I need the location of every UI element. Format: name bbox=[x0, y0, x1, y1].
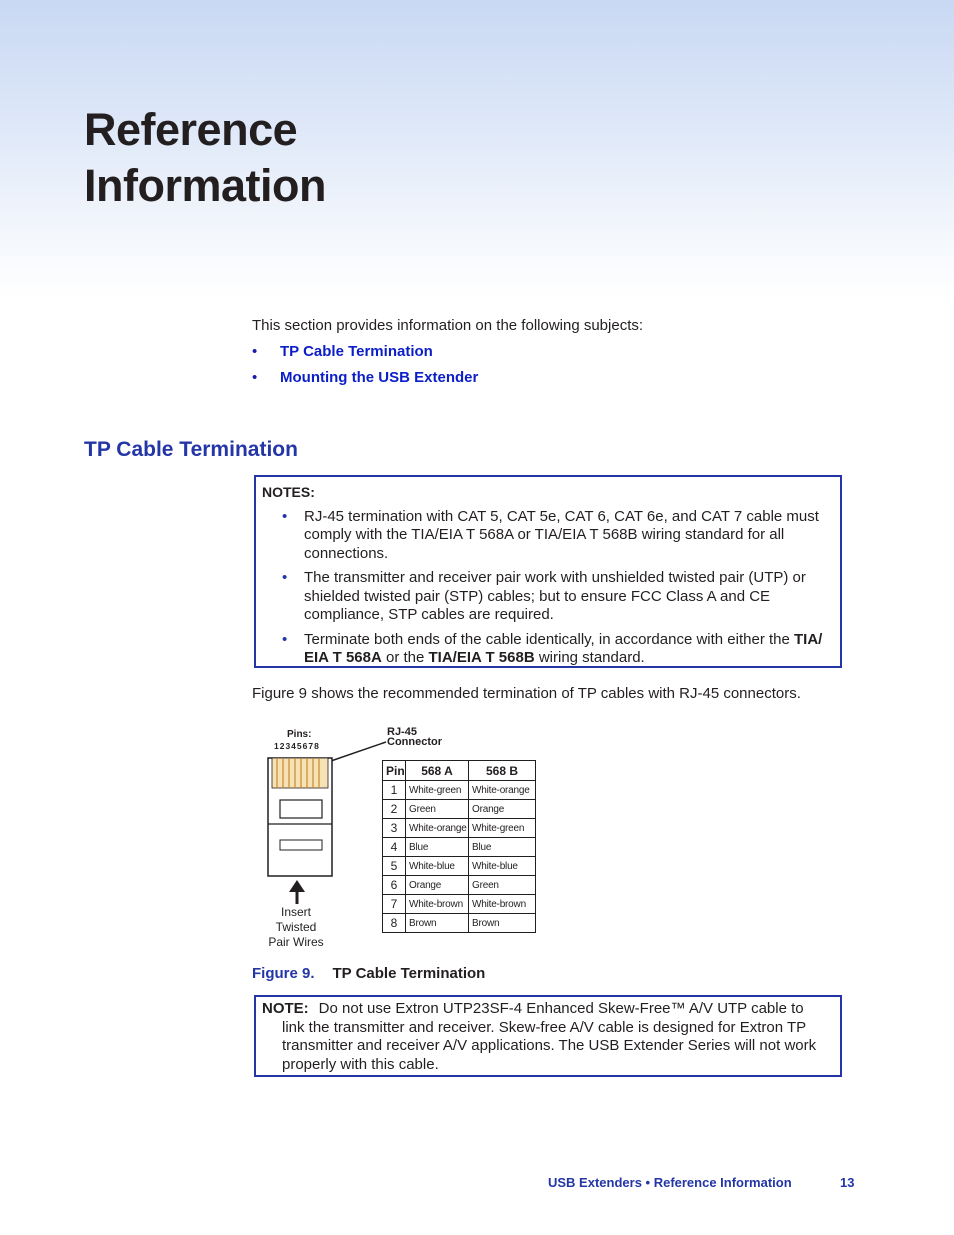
pin-cell: 4 bbox=[383, 838, 406, 857]
note-item bbox=[262, 631, 830, 668]
link-tp-cable-termination[interactable]: TP Cable Termination bbox=[280, 343, 433, 360]
568b-cell: Blue bbox=[469, 838, 536, 857]
note-paragraph bbox=[262, 1000, 828, 1074]
note-text-part: Terminate both ends of the cable identically, in accordance with either the bbox=[304, 630, 795, 648]
table-row bbox=[383, 876, 536, 895]
568a-cell: Orange bbox=[406, 876, 469, 895]
pin-cell: 1 bbox=[383, 781, 406, 800]
rj45-plug bbox=[268, 758, 332, 876]
subject-list-item bbox=[252, 369, 478, 395]
column-header-pin: Pin bbox=[383, 761, 406, 781]
section-heading: TP Cable Termination bbox=[84, 438, 298, 461]
page-title-line-2: Information bbox=[84, 160, 326, 211]
table-row bbox=[383, 914, 536, 933]
table-row bbox=[383, 800, 536, 819]
table-row bbox=[383, 819, 536, 838]
bullet: • bbox=[282, 569, 288, 586]
568b-cell: White-brown bbox=[469, 895, 536, 914]
insert-label-2: Twisted bbox=[275, 920, 317, 934]
insert-label-1: Insert bbox=[280, 905, 312, 919]
568b-cell: Green bbox=[469, 876, 536, 895]
footer-title: USB Extenders • Reference Information bbox=[548, 1175, 792, 1190]
bullet: • bbox=[282, 630, 288, 648]
table-header-row bbox=[383, 761, 536, 781]
pin-cell: 7 bbox=[383, 895, 406, 914]
insert-arrow-icon bbox=[289, 880, 305, 904]
subject-list-item bbox=[252, 343, 478, 369]
subject-list bbox=[252, 343, 478, 395]
pin-wiring-table bbox=[382, 760, 536, 933]
link-mounting-usb-extender[interactable]: Mounting the USB Extender bbox=[280, 369, 479, 386]
note-text bbox=[304, 631, 830, 668]
page-number: 13 bbox=[840, 1175, 855, 1190]
page-title bbox=[84, 102, 326, 214]
pin-cell: 8 bbox=[383, 914, 406, 933]
notes-box bbox=[254, 475, 842, 668]
notes-label: NOTES: bbox=[262, 484, 315, 500]
bullet: • bbox=[252, 369, 258, 386]
note-text: The transmitter and receiver pair work with unshielded twisted pair (UTP) or shielded twisted pair (STP) cables; but to ensure FCC Class A and CE compliance, STP cables are required. bbox=[304, 569, 806, 623]
standard-568a: TIA/ EIA T 568A bbox=[304, 630, 823, 666]
pin-cell: 5 bbox=[383, 857, 406, 876]
table-row bbox=[383, 838, 536, 857]
568b-cell: Orange bbox=[469, 800, 536, 819]
568b-cell: White-blue bbox=[469, 857, 536, 876]
pin-contact-area bbox=[272, 758, 328, 788]
figure-title: TP Cable Termination bbox=[332, 965, 486, 982]
notes-list bbox=[262, 508, 830, 668]
column-header-568b: 568 B bbox=[469, 761, 536, 781]
note-text: Do not use Extron UTP23SF-4 Enhanced Skew-Free™ A/V UTP cable to link the transmitter and receiver. Skew-free A/V cable is designed for Extron TP transmitter and receiver A/V applications. The USB Extender Series will not work properly with this cable. bbox=[282, 1000, 817, 1073]
568b-cell: White-green bbox=[469, 819, 536, 838]
connector-label: Connector bbox=[387, 736, 442, 748]
note-item bbox=[262, 569, 830, 625]
bullet: • bbox=[282, 507, 288, 525]
figure-caption bbox=[252, 965, 485, 982]
note-text: RJ-45 termination with CAT 5, CAT 5e, CAT 6, CAT 6e, and CAT 7 cable must comply with the TIA/EIA T 568A or TIA/EIA T 568B wiring standard for all connections. bbox=[304, 507, 819, 562]
table-row bbox=[383, 857, 536, 876]
568a-cell: Green bbox=[406, 800, 469, 819]
note-text-part: wiring standard. bbox=[534, 649, 645, 666]
568a-cell: Brown bbox=[406, 914, 469, 933]
warning-note-box bbox=[254, 995, 842, 1077]
note-label: NOTE: bbox=[262, 1000, 309, 1017]
figure-number: Figure 9. bbox=[252, 965, 315, 982]
table-row bbox=[383, 781, 536, 800]
intro-text: This section provides information on the following subjects: bbox=[252, 317, 644, 334]
page-title-line-1: Reference bbox=[84, 104, 298, 155]
bullet: • bbox=[252, 343, 258, 360]
pin-cell: 2 bbox=[383, 800, 406, 819]
568b-cell: White-orange bbox=[469, 781, 536, 800]
pin-numbers: 12345678 bbox=[274, 741, 320, 751]
note-item bbox=[262, 508, 830, 564]
568b-cell: Brown bbox=[469, 914, 536, 933]
568a-cell: White-green bbox=[406, 781, 469, 800]
568a-cell: Blue bbox=[406, 838, 469, 857]
column-header-568a: 568 A bbox=[406, 761, 469, 781]
connector-callout-line bbox=[328, 742, 386, 762]
pins-label: Pins: bbox=[287, 729, 312, 740]
standard-568b: TIA/EIA T 568B bbox=[428, 649, 535, 666]
568a-cell: White-orange bbox=[406, 819, 469, 838]
568a-cell: White-blue bbox=[406, 857, 469, 876]
plug-latch-window bbox=[280, 800, 322, 818]
plug-cable-slot bbox=[280, 840, 322, 850]
568a-cell: White-brown bbox=[406, 895, 469, 914]
table-row bbox=[383, 895, 536, 914]
insert-label-3: Pair Wires bbox=[268, 935, 324, 949]
rj45-label: RJ-45 bbox=[387, 726, 417, 738]
figure-intro-text: Figure 9 shows the recommended termination of TP cables with RJ-45 connectors. bbox=[252, 685, 801, 702]
note-text-part: or the bbox=[381, 649, 429, 666]
pin-cell: 3 bbox=[383, 819, 406, 838]
pin-cell: 6 bbox=[383, 876, 406, 895]
